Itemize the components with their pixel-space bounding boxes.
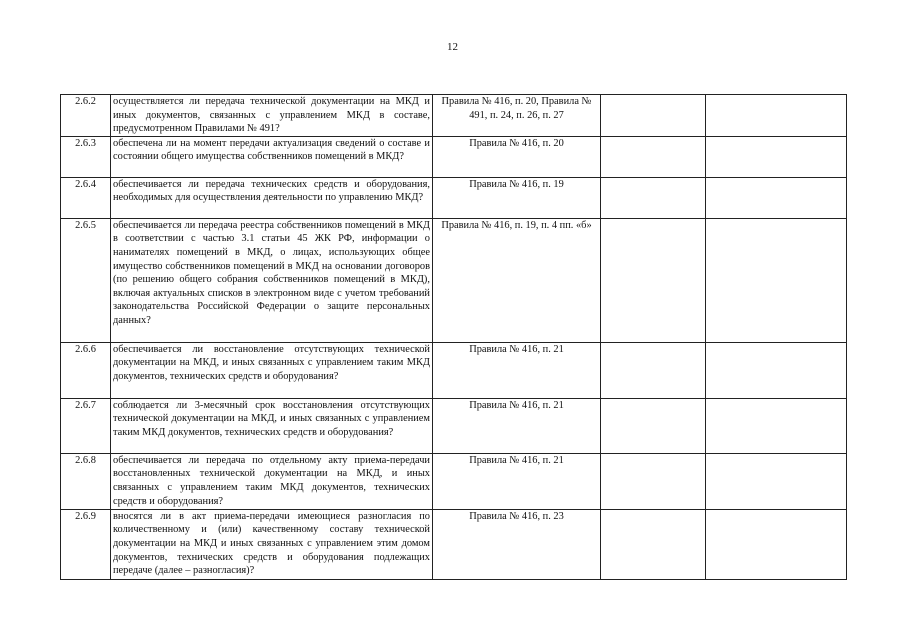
answer-cell	[601, 509, 706, 579]
checklist-table	[60, 94, 847, 580]
answer-cell	[601, 136, 706, 177]
row-number: 2.6.6	[61, 342, 111, 398]
legal-reference: Правила № 416, п. 21	[433, 342, 601, 398]
legal-reference: Правила № 416, п. 21	[433, 398, 601, 453]
note-cell	[706, 136, 847, 177]
answer-cell	[601, 95, 706, 137]
legal-reference: Правила № 416, п. 19, п. 4 пп. «б»	[433, 218, 601, 342]
legal-reference: Правила № 416, п. 19	[433, 177, 601, 218]
row-number: 2.6.8	[61, 453, 111, 509]
table-row	[61, 509, 847, 579]
question-text: обеспечена ли на момент передачи актуализация сведений о составе и состоянии общего имущества собственников помещений в МКД?	[111, 136, 433, 177]
table-row	[61, 218, 847, 342]
row-number: 2.6.2	[61, 95, 111, 137]
table-row	[61, 177, 847, 218]
note-cell	[706, 509, 847, 579]
question-text: обеспечивается ли передача технических средств и оборудования, необходимых для осуществления деятельности по управлению МКД?	[111, 177, 433, 218]
note-cell	[706, 218, 847, 342]
answer-cell	[601, 398, 706, 453]
answer-cell	[601, 342, 706, 398]
row-number: 2.6.9	[61, 509, 111, 579]
answer-cell	[601, 177, 706, 218]
question-text: обеспечивается ли передача реестра собственников помещений в МКД в соответствии с частью 3.1 статьи 45 ЖК РФ, информации о нанимателях помещений в МКД, о лицах, использующих общее имущество собственников помещений в МКД на основании договоров (по решению общего собрания собственников помещений в МКД), включая актуальных списков в электронном виде с учетом требований законодательства Российской Федерации о защите персональных данных?	[111, 218, 433, 342]
table-row	[61, 95, 847, 137]
note-cell	[706, 177, 847, 218]
legal-reference: Правила № 416, п. 20, Правила № 491, п. 24, п. 26, п. 27	[433, 95, 601, 137]
table-row	[61, 342, 847, 398]
row-number: 2.6.5	[61, 218, 111, 342]
question-text: обеспечивается ли восстановление отсутствующих технической документации на МКД, и иных связанных с управлением таким МКД документов, технических средств и оборудования?	[111, 342, 433, 398]
legal-reference: Правила № 416, п. 23	[433, 509, 601, 579]
note-cell	[706, 95, 847, 137]
legal-reference: Правила № 416, п. 21	[433, 453, 601, 509]
row-number: 2.6.4	[61, 177, 111, 218]
question-text: вносятся ли в акт приема-передачи имеющиеся разногласия по количественному и (или) качественному составу технической документации на МКД и иных связанных с управлением этим домом документов, технических средств и оборудования подлежащих передаче (далее – разногласия)?	[111, 509, 433, 579]
legal-reference: Правила № 416, п. 20	[433, 136, 601, 177]
question-text: соблюдается ли 3-месячный срок восстановления отсутствующих технической документации на МКД, и иных связанных с управлением таким МКД документов, технических средств и оборудования?	[111, 398, 433, 453]
page-number: 12	[447, 41, 458, 53]
table-row	[61, 453, 847, 509]
question-text: осуществляется ли передача технической документации на МКД и иных документов, связанных с управлением МКД в составе, предусмотренном Правилами № 491?	[111, 95, 433, 137]
note-cell	[706, 453, 847, 509]
row-number: 2.6.7	[61, 398, 111, 453]
answer-cell	[601, 453, 706, 509]
answer-cell	[601, 218, 706, 342]
note-cell	[706, 342, 847, 398]
table-row	[61, 398, 847, 453]
table-row	[61, 136, 847, 177]
row-number: 2.6.3	[61, 136, 111, 177]
question-text: обеспечивается ли передача по отдельному акту приема-передачи восстановленных технической документации на МКД, и иных связанных с управлением таким МКД документов, технических средств и оборудования?	[111, 453, 433, 509]
note-cell	[706, 398, 847, 453]
